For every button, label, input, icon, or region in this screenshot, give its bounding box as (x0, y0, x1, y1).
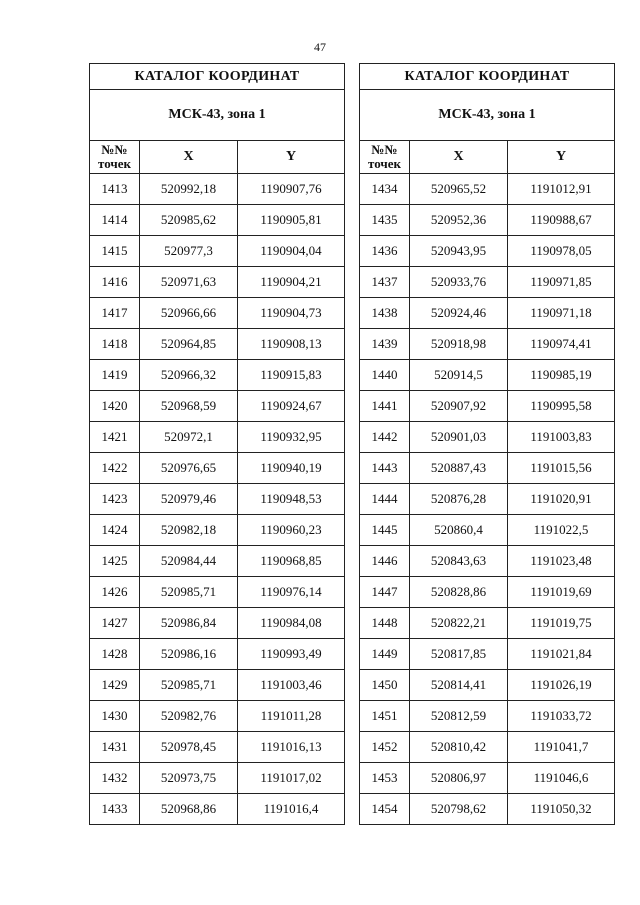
table-row (360, 391, 615, 422)
x-coordinate-cell: 520918,98 (410, 329, 508, 360)
x-coordinate-cell: 520986,16 (140, 639, 238, 670)
y-coordinate-cell: 1191041,7 (508, 732, 615, 763)
table-row (90, 267, 345, 298)
y-coordinate-cell: 1191023,48 (508, 546, 615, 577)
table-row (360, 422, 615, 453)
x-header: X (140, 141, 238, 174)
x-coordinate-cell: 520979,46 (140, 484, 238, 515)
x-header: X (410, 141, 508, 174)
y-coordinate-cell: 1190940,19 (238, 453, 345, 484)
x-coordinate-cell: 520966,32 (140, 360, 238, 391)
table-row (360, 670, 615, 701)
y-coordinate-cell: 1191003,46 (238, 670, 345, 701)
x-coordinate-cell: 520968,86 (140, 794, 238, 825)
point-number-cell: 1444 (360, 484, 410, 515)
table-row (360, 453, 615, 484)
x-coordinate-cell: 520860,4 (410, 515, 508, 546)
table-row (360, 484, 615, 515)
x-coordinate-cell: 520985,62 (140, 205, 238, 236)
table-row (360, 267, 615, 298)
point-number-cell: 1451 (360, 701, 410, 732)
y-coordinate-cell: 1190988,67 (508, 205, 615, 236)
point-number-cell: 1426 (90, 577, 140, 608)
point-number-header (90, 141, 140, 174)
y-header: Y (508, 141, 615, 174)
header-row (90, 141, 345, 174)
y-coordinate-cell: 1190932,95 (238, 422, 345, 453)
y-coordinate-cell: 1190976,14 (238, 577, 345, 608)
table-row (360, 329, 615, 360)
x-coordinate-cell: 520985,71 (140, 577, 238, 608)
point-number-cell: 1438 (360, 298, 410, 329)
table-row (360, 174, 615, 205)
y-coordinate-cell: 1191015,56 (508, 453, 615, 484)
point-number-cell: 1432 (90, 763, 140, 794)
table-row (90, 763, 345, 794)
point-number-cell: 1424 (90, 515, 140, 546)
point-number-cell: 1430 (90, 701, 140, 732)
point-number-cell: 1436 (360, 236, 410, 267)
x-coordinate-cell: 520914,5 (410, 360, 508, 391)
y-coordinate-cell: 1190948,53 (238, 484, 345, 515)
table-row (360, 608, 615, 639)
point-number-cell: 1454 (360, 794, 410, 825)
x-coordinate-cell: 520978,45 (140, 732, 238, 763)
x-coordinate-cell: 520972,1 (140, 422, 238, 453)
y-coordinate-cell: 1190974,41 (508, 329, 615, 360)
catalog-title: КАТАЛОГ КООРДИНАТ (90, 64, 345, 90)
point-number-cell: 1452 (360, 732, 410, 763)
y-coordinate-cell: 1191017,02 (238, 763, 345, 794)
x-coordinate-cell: 520876,28 (410, 484, 508, 515)
x-coordinate-cell: 520973,75 (140, 763, 238, 794)
table-row (90, 670, 345, 701)
y-coordinate-cell: 1190907,76 (238, 174, 345, 205)
x-coordinate-cell: 520968,59 (140, 391, 238, 422)
y-coordinate-cell: 1190924,67 (238, 391, 345, 422)
point-number-cell: 1414 (90, 205, 140, 236)
table-row (90, 422, 345, 453)
point-number-cell: 1445 (360, 515, 410, 546)
x-coordinate-cell: 520817,85 (410, 639, 508, 670)
y-coordinate-cell: 1191016,13 (238, 732, 345, 763)
y-coordinate-cell: 1191003,83 (508, 422, 615, 453)
y-coordinate-cell: 1190904,04 (238, 236, 345, 267)
point-number-cell: 1420 (90, 391, 140, 422)
x-coordinate-cell: 520828,86 (410, 577, 508, 608)
y-coordinate-cell: 1191016,4 (238, 794, 345, 825)
coordinate-catalog-table-right (359, 63, 615, 825)
y-coordinate-cell: 1190984,08 (238, 608, 345, 639)
point-number-cell: 1450 (360, 670, 410, 701)
point-number-cell: 1428 (90, 639, 140, 670)
y-coordinate-cell: 1190908,13 (238, 329, 345, 360)
x-coordinate-cell: 520924,46 (410, 298, 508, 329)
table-row (360, 298, 615, 329)
table-row (90, 515, 345, 546)
x-coordinate-cell: 520843,63 (410, 546, 508, 577)
point-number-cell: 1422 (90, 453, 140, 484)
table-row (90, 360, 345, 391)
point-number-header-line1: №№ (371, 142, 398, 157)
x-coordinate-cell: 520806,97 (410, 763, 508, 794)
point-number-cell: 1435 (360, 205, 410, 236)
point-number-cell: 1437 (360, 267, 410, 298)
table-row (360, 701, 615, 732)
y-coordinate-cell: 1190985,19 (508, 360, 615, 391)
x-coordinate-cell: 520812,59 (410, 701, 508, 732)
zone-label: МСК-43, зона 1 (360, 90, 615, 141)
y-coordinate-cell: 1190978,05 (508, 236, 615, 267)
point-number-header (360, 141, 410, 174)
table-row (90, 329, 345, 360)
point-number-cell: 1423 (90, 484, 140, 515)
point-number-cell: 1447 (360, 577, 410, 608)
x-coordinate-cell: 520966,66 (140, 298, 238, 329)
table-row (360, 763, 615, 794)
y-coordinate-cell: 1191019,69 (508, 577, 615, 608)
point-number-cell: 1453 (360, 763, 410, 794)
x-coordinate-cell: 520984,44 (140, 546, 238, 577)
point-number-cell: 1449 (360, 639, 410, 670)
table-row (90, 732, 345, 763)
x-coordinate-cell: 520976,65 (140, 453, 238, 484)
x-coordinate-cell: 520814,41 (410, 670, 508, 701)
y-coordinate-cell: 1190993,49 (238, 639, 345, 670)
point-number-cell: 1441 (360, 391, 410, 422)
y-coordinate-cell: 1190968,85 (238, 546, 345, 577)
x-coordinate-cell: 520971,63 (140, 267, 238, 298)
y-coordinate-cell: 1191026,19 (508, 670, 615, 701)
y-coordinate-cell: 1190971,85 (508, 267, 615, 298)
y-coordinate-cell: 1191021,84 (508, 639, 615, 670)
point-number-header-line2: точек (368, 156, 401, 171)
point-number-cell: 1427 (90, 608, 140, 639)
point-number-cell: 1425 (90, 546, 140, 577)
table-row (90, 174, 345, 205)
x-coordinate-cell: 520982,18 (140, 515, 238, 546)
table-row (90, 391, 345, 422)
point-number-header-line1: №№ (101, 142, 128, 157)
point-number-cell: 1440 (360, 360, 410, 391)
table-row (360, 577, 615, 608)
table-row (90, 298, 345, 329)
y-coordinate-cell: 1191050,32 (508, 794, 615, 825)
zone-label: МСК-43, зона 1 (90, 90, 345, 141)
x-coordinate-cell: 520798,62 (410, 794, 508, 825)
x-coordinate-cell: 520901,03 (410, 422, 508, 453)
point-number-cell: 1431 (90, 732, 140, 763)
table-row (90, 205, 345, 236)
point-number-cell: 1413 (90, 174, 140, 205)
y-coordinate-cell: 1191019,75 (508, 608, 615, 639)
table-row (90, 608, 345, 639)
point-number-cell: 1442 (360, 422, 410, 453)
point-number-cell: 1421 (90, 422, 140, 453)
x-coordinate-cell: 520933,76 (410, 267, 508, 298)
point-number-cell: 1429 (90, 670, 140, 701)
x-coordinate-cell: 520943,95 (410, 236, 508, 267)
catalog-title: КАТАЛОГ КООРДИНАТ (360, 64, 615, 90)
y-coordinate-cell: 1191012,91 (508, 174, 615, 205)
x-coordinate-cell: 520952,36 (410, 205, 508, 236)
x-coordinate-cell: 520992,18 (140, 174, 238, 205)
table-row (90, 484, 345, 515)
point-number-cell: 1415 (90, 236, 140, 267)
point-number-cell: 1433 (90, 794, 140, 825)
point-number-cell: 1434 (360, 174, 410, 205)
table-row (360, 794, 615, 825)
point-number-cell: 1446 (360, 546, 410, 577)
point-number-cell: 1443 (360, 453, 410, 484)
point-number-cell: 1439 (360, 329, 410, 360)
y-coordinate-cell: 1190995,58 (508, 391, 615, 422)
point-number-cell: 1416 (90, 267, 140, 298)
point-number-cell: 1418 (90, 329, 140, 360)
table-row (90, 453, 345, 484)
y-coordinate-cell: 1190971,18 (508, 298, 615, 329)
table-row (90, 701, 345, 732)
y-coordinate-cell: 1191011,28 (238, 701, 345, 732)
point-number-cell: 1417 (90, 298, 140, 329)
table-row (90, 577, 345, 608)
table-row (90, 639, 345, 670)
table-row (360, 360, 615, 391)
table-row (360, 732, 615, 763)
y-coordinate-cell: 1191020,91 (508, 484, 615, 515)
x-coordinate-cell: 520986,84 (140, 608, 238, 639)
table-row (90, 236, 345, 267)
table-row (360, 639, 615, 670)
x-coordinate-cell: 520965,52 (410, 174, 508, 205)
y-coordinate-cell: 1191022,5 (508, 515, 615, 546)
y-coordinate-cell: 1190904,73 (238, 298, 345, 329)
table-row (360, 515, 615, 546)
y-coordinate-cell: 1190904,21 (238, 267, 345, 298)
x-coordinate-cell: 520810,42 (410, 732, 508, 763)
point-number-cell: 1419 (90, 360, 140, 391)
page-number: 47 (314, 40, 326, 54)
table-row (360, 205, 615, 236)
table-row (90, 546, 345, 577)
table-row (360, 236, 615, 267)
point-number-header-line2: точек (98, 156, 131, 171)
y-header: Y (238, 141, 345, 174)
x-coordinate-cell: 520907,92 (410, 391, 508, 422)
y-coordinate-cell: 1190960,23 (238, 515, 345, 546)
x-coordinate-cell: 520887,43 (410, 453, 508, 484)
y-coordinate-cell: 1191046,6 (508, 763, 615, 794)
x-coordinate-cell: 520977,3 (140, 236, 238, 267)
table-row (90, 794, 345, 825)
header-row (360, 141, 615, 174)
point-number-cell: 1448 (360, 608, 410, 639)
y-coordinate-cell: 1190905,81 (238, 205, 345, 236)
x-coordinate-cell: 520982,76 (140, 701, 238, 732)
x-coordinate-cell: 520964,85 (140, 329, 238, 360)
table-row (360, 546, 615, 577)
x-coordinate-cell: 520822,21 (410, 608, 508, 639)
x-coordinate-cell: 520985,71 (140, 670, 238, 701)
y-coordinate-cell: 1190915,83 (238, 360, 345, 391)
y-coordinate-cell: 1191033,72 (508, 701, 615, 732)
coordinate-catalog-table-left (89, 63, 345, 825)
